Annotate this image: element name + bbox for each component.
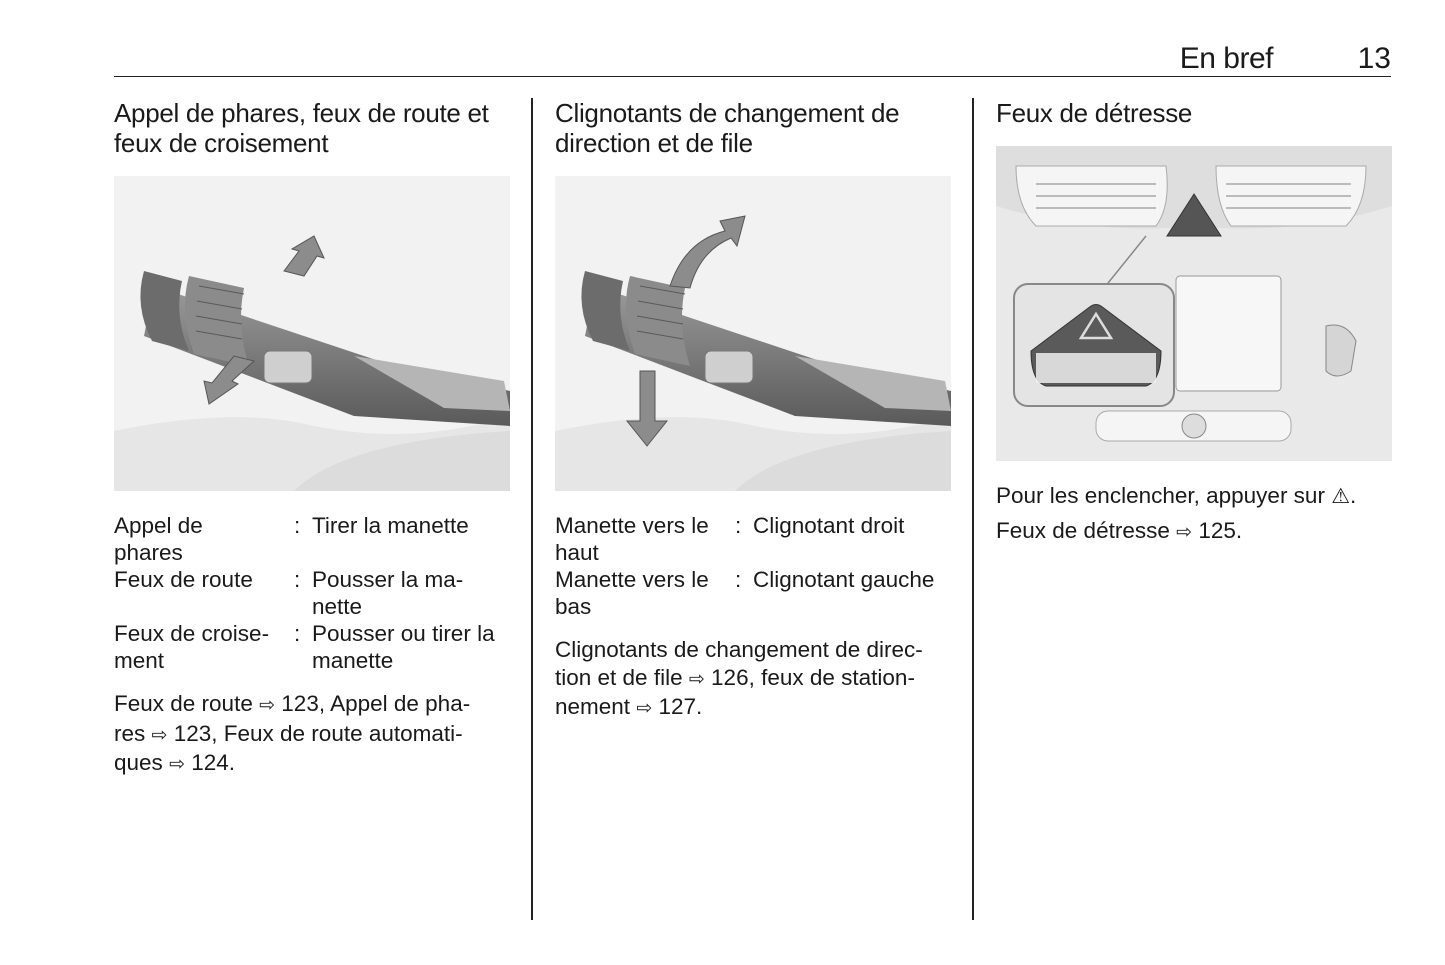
column-divider bbox=[972, 98, 974, 920]
hazard-instructions: Pour les enclencher, appuyer sur ⚠. bbox=[996, 482, 1396, 511]
headlight-stalk-illustration bbox=[114, 176, 510, 491]
arrow-right-icon: ⇨ bbox=[259, 695, 276, 716]
column-turn-signals bbox=[555, 98, 955, 158]
section-heading: Feux de détresse bbox=[996, 98, 1193, 128]
arrow-right-icon: ⇨ bbox=[1176, 522, 1193, 543]
definition-row: Feux de route : Pousser la ma- nette bbox=[114, 567, 464, 619]
cross-references: Feux de détresse ⇨ 125. bbox=[996, 518, 1243, 543]
column-divider bbox=[531, 98, 533, 920]
definition-list bbox=[555, 512, 955, 620]
page-number: 13 bbox=[1357, 42, 1391, 75]
arrow-right-icon: ⇨ bbox=[169, 754, 185, 775]
cross-references: Clignotants de changement de direc- tion et de file ⇨ 126, feux de station- nement ⇨ 127. bbox=[555, 637, 923, 719]
arrow-right-icon: ⇨ bbox=[688, 668, 705, 690]
definition-row: Feux de croise- ment : Pousser ou tirer la manette bbox=[114, 621, 495, 673]
hazard-warning-icon: ⚠ bbox=[1331, 485, 1351, 508]
arrow-right-icon: ⇨ bbox=[151, 724, 168, 746]
hazard-button-illustration bbox=[996, 146, 1392, 461]
arrow-right-icon: ⇨ bbox=[636, 698, 653, 719]
definition-row: Appel de phares : Tirer la manette bbox=[114, 513, 469, 565]
dashboard-icon bbox=[996, 146, 1392, 461]
turn-signal-stalk-illustration bbox=[555, 176, 951, 491]
column-hazard-lights bbox=[996, 98, 1396, 128]
stalk-lever-icon bbox=[555, 176, 951, 491]
section-heading: Appel de phares, feux de route et feux de croisement bbox=[114, 98, 489, 158]
column-headlights bbox=[114, 98, 514, 158]
definition-list bbox=[114, 512, 514, 674]
stalk-lever-icon bbox=[114, 176, 510, 491]
cross-references: Feux de route ⇨ 123, Appel de pha- res ⇨ 123, Feux de route automati- ques ⇨ 124. bbox=[114, 691, 471, 775]
definition-row: Manette vers le bas : Clignotant gauche bbox=[555, 567, 935, 619]
section-heading: Clignotants de changement de direction et de file bbox=[555, 98, 900, 158]
page-header bbox=[114, 40, 1391, 77]
section-title: En bref bbox=[1179, 42, 1273, 75]
definition-row: Manette vers le haut : Clignotant droit bbox=[555, 513, 905, 565]
